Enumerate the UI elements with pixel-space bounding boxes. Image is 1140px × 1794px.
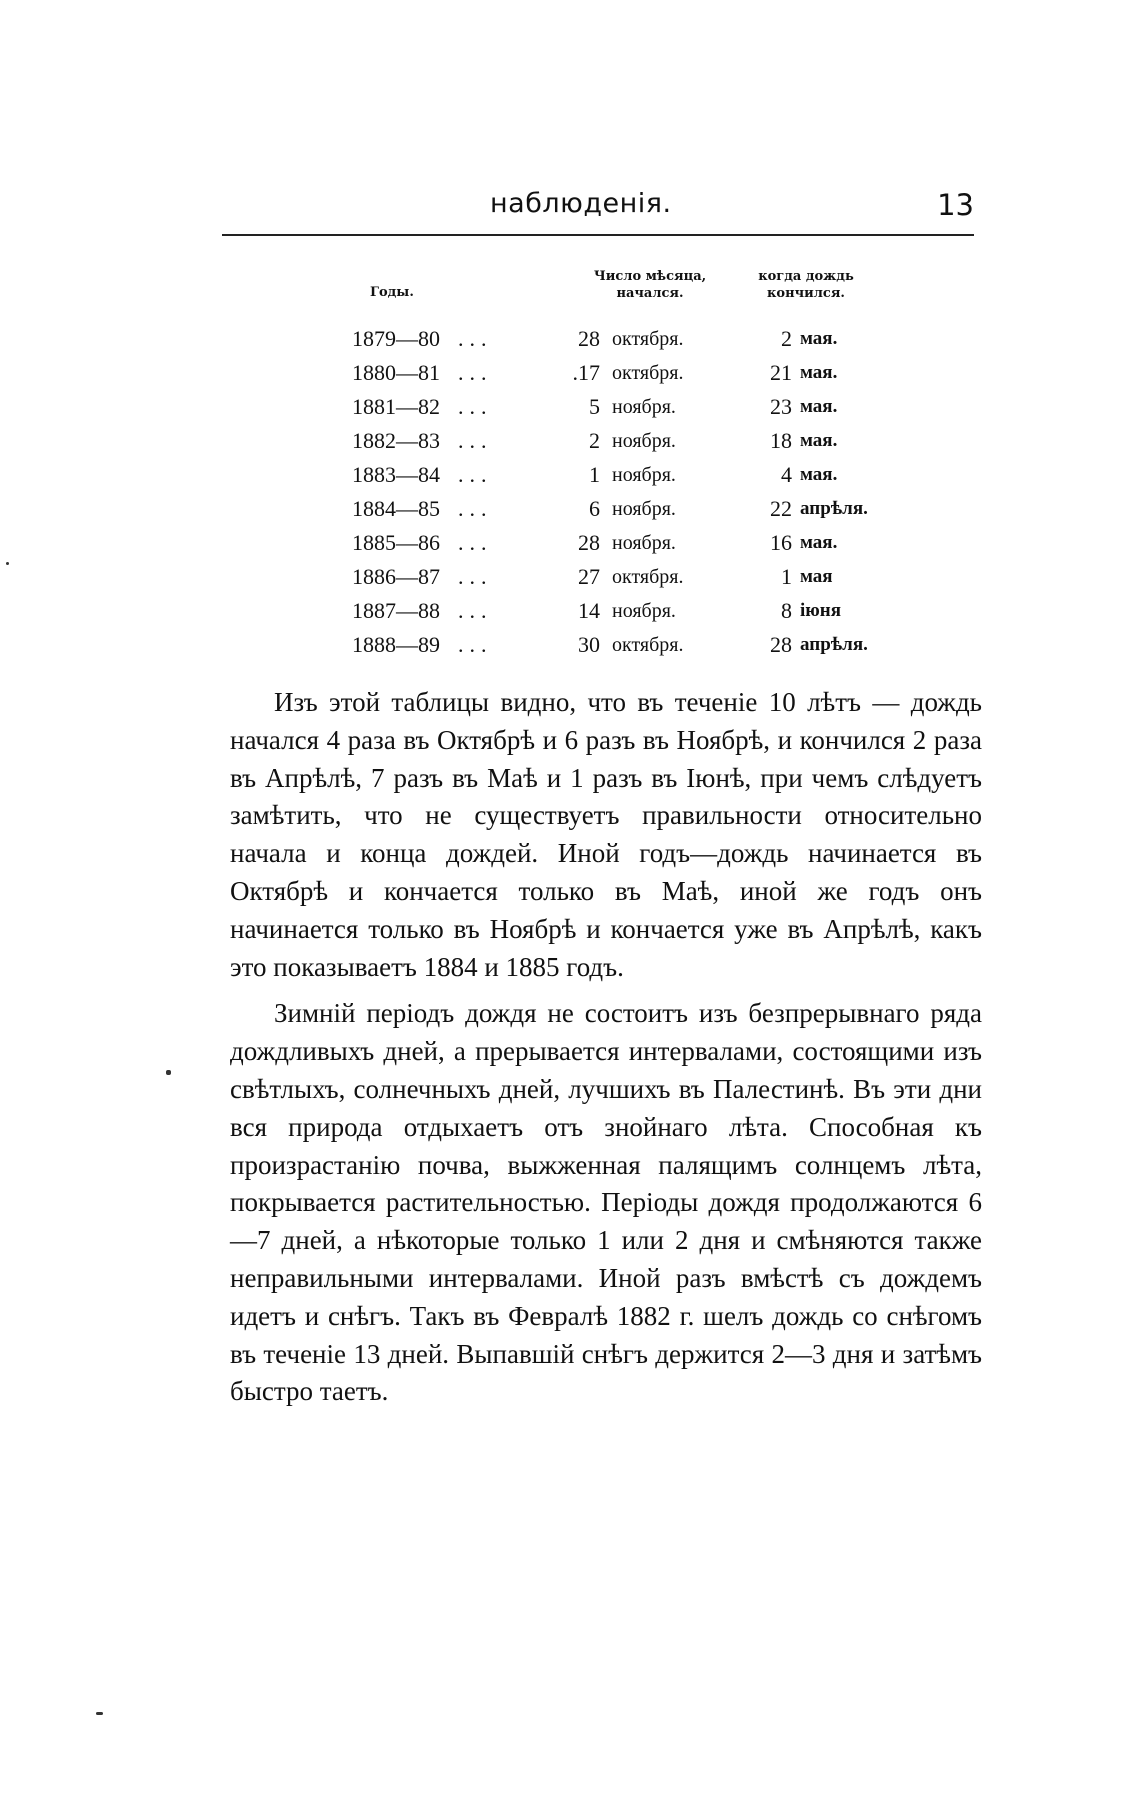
column-header-start: [580, 268, 720, 302]
row-years: 1879—80: [352, 326, 440, 351]
row-start-month: ноября.: [612, 498, 676, 520]
row-end-day: 8: [781, 598, 792, 623]
row-years: 1882—83: [352, 428, 440, 453]
table-row: [340, 560, 900, 594]
running-title: наблюденія.: [490, 188, 672, 219]
row-end-month: мая.: [800, 464, 838, 485]
row-end-month: іюня: [800, 600, 842, 621]
row-end-month: апрѣля.: [800, 634, 868, 655]
column-header-years: Годы.: [370, 285, 414, 300]
row-start-day: 6: [589, 496, 600, 521]
row-end-day: 18: [770, 428, 792, 453]
row-start-day: 28: [578, 530, 600, 555]
row-start-day: 5: [589, 394, 600, 419]
row-end-day: 28: [770, 632, 792, 657]
row-start-month: октября.: [612, 328, 684, 350]
row-years: 1881—82: [352, 394, 440, 419]
row-end-day: 22: [770, 496, 792, 521]
body-text: [230, 684, 982, 1411]
row-start-day: .17: [572, 360, 600, 385]
row-leader-dots: ...: [458, 564, 493, 589]
row-start-month: октября.: [612, 634, 684, 656]
row-end-month: мая.: [800, 532, 838, 553]
column-header-start-line2: начался.: [616, 286, 684, 301]
row-end-month: мая.: [800, 396, 838, 417]
row-end-day: 21: [770, 360, 792, 385]
row-years: 1885—86: [352, 530, 440, 555]
row-start-month: октября.: [612, 362, 684, 384]
row-end-month: мая: [800, 566, 833, 587]
row-leader-dots: ...: [458, 496, 493, 521]
column-header-end-line2: кончился.: [767, 286, 845, 301]
row-start-day: 14: [578, 598, 600, 623]
row-leader-dots: ...: [458, 394, 493, 419]
row-leader-dots: ...: [458, 360, 493, 385]
table-row: [340, 424, 900, 458]
row-start-month: ноября.: [612, 430, 676, 452]
running-header: [222, 188, 974, 228]
table-row: [340, 526, 900, 560]
row-start-day: 2: [589, 428, 600, 453]
column-header-start-line1: Число мѣсяца,: [593, 269, 707, 284]
row-start-day: 30: [578, 632, 600, 657]
row-end-month: апрѣля.: [800, 498, 868, 519]
row-start-month: ноября.: [612, 532, 676, 554]
column-header-end: [738, 268, 874, 302]
table-row: [340, 390, 900, 424]
row-start-month: ноября.: [612, 464, 676, 486]
row-leader-dots: ...: [458, 462, 493, 487]
row-start-day: 1: [589, 462, 600, 487]
row-leader-dots: ...: [458, 632, 493, 657]
row-leader-dots: ...: [458, 598, 493, 623]
row-end-day: 4: [781, 462, 792, 487]
margin-speck: [6, 562, 9, 565]
row-years: 1888—89: [352, 632, 440, 657]
row-years: 1884—85: [352, 496, 440, 521]
paragraph-table-summary: Изъ этой таблицы видно, что въ теченіе 10 лѣтъ — дождь начался 4 раза въ Октябрѣ и 6 разъ въ Ноябрѣ, и кончился 2 раза въ Апрѣлѣ, 7 разъ въ Маѣ и 1 разъ въ Іюнѣ, при чемъ слѣдуетъ замѣтить, что не существуетъ правильности относительно начала и конца дождей. Иной годъ—дождь начинается въ Октябрѣ и кончается только въ Маѣ, иной же годъ онъ начинается только въ Ноябрѣ и кончается уже въ Апрѣлѣ, какъ это показываетъ 1884 и 1885 годъ.: [230, 687, 982, 982]
column-header-end-line1: когда дождь: [758, 269, 854, 284]
row-end-month: мая.: [800, 362, 838, 383]
table-row: [340, 594, 900, 628]
page-number: 13: [937, 188, 974, 222]
row-years: 1883—84: [352, 462, 440, 487]
row-leader-dots: ...: [458, 428, 493, 453]
row-years: 1880—81: [352, 360, 440, 385]
table-row: [340, 492, 900, 526]
row-start-month: ноября.: [612, 600, 676, 622]
row-end-day: 1: [781, 564, 792, 589]
paragraph-winter-rain-period: Зимній періодъ дождя не состоитъ изъ безпрерывнаго ряда дождливыхъ дней, а прерывается интервалами, состоящими изъ свѣтлыхъ, солнечныхъ дней, лучшихъ въ Палестинѣ. Въ эти дни вся природа отдыхаетъ отъ знойнаго лѣта. Способная къ произрастанію почва, выжженная палящимъ солнцемъ лѣта, покрывается растительностью. Періоды дождя продолжаются 6—7 дней, а нѣкоторые только 1 или 2 дня и смѣняются также неправильными интервалами. Иной разъ вмѣстѣ съ дождемъ идетъ и снѣгъ. Такъ въ Февралѣ 1882 г. шелъ дождь со снѣгомъ въ теченіе 13 дней. Выпавшій снѣгъ держится 2—3 дня и затѣмъ быстро таетъ.: [230, 998, 982, 1407]
row-end-day: 23: [770, 394, 792, 419]
table-row: [340, 458, 900, 492]
row-end-day: 2: [781, 326, 792, 351]
row-end-day: 16: [770, 530, 792, 555]
table-row: [340, 356, 900, 390]
header-rule: [222, 234, 974, 236]
table-row: [340, 628, 900, 662]
row-leader-dots: ...: [458, 326, 493, 351]
row-years: 1887—88: [352, 598, 440, 623]
row-start-day: 27: [578, 564, 600, 589]
row-start-month: октября.: [612, 566, 684, 588]
row-end-month: мая.: [800, 430, 838, 451]
row-end-month: мая.: [800, 328, 838, 349]
row-start-month: ноября.: [612, 396, 676, 418]
table-body: [340, 322, 900, 662]
row-leader-dots: ...: [458, 530, 493, 555]
table-row: [340, 322, 900, 356]
row-start-day: 28: [578, 326, 600, 351]
margin-speck: [96, 1712, 103, 1715]
row-years: 1886—87: [352, 564, 440, 589]
margin-speck: [166, 1070, 171, 1075]
